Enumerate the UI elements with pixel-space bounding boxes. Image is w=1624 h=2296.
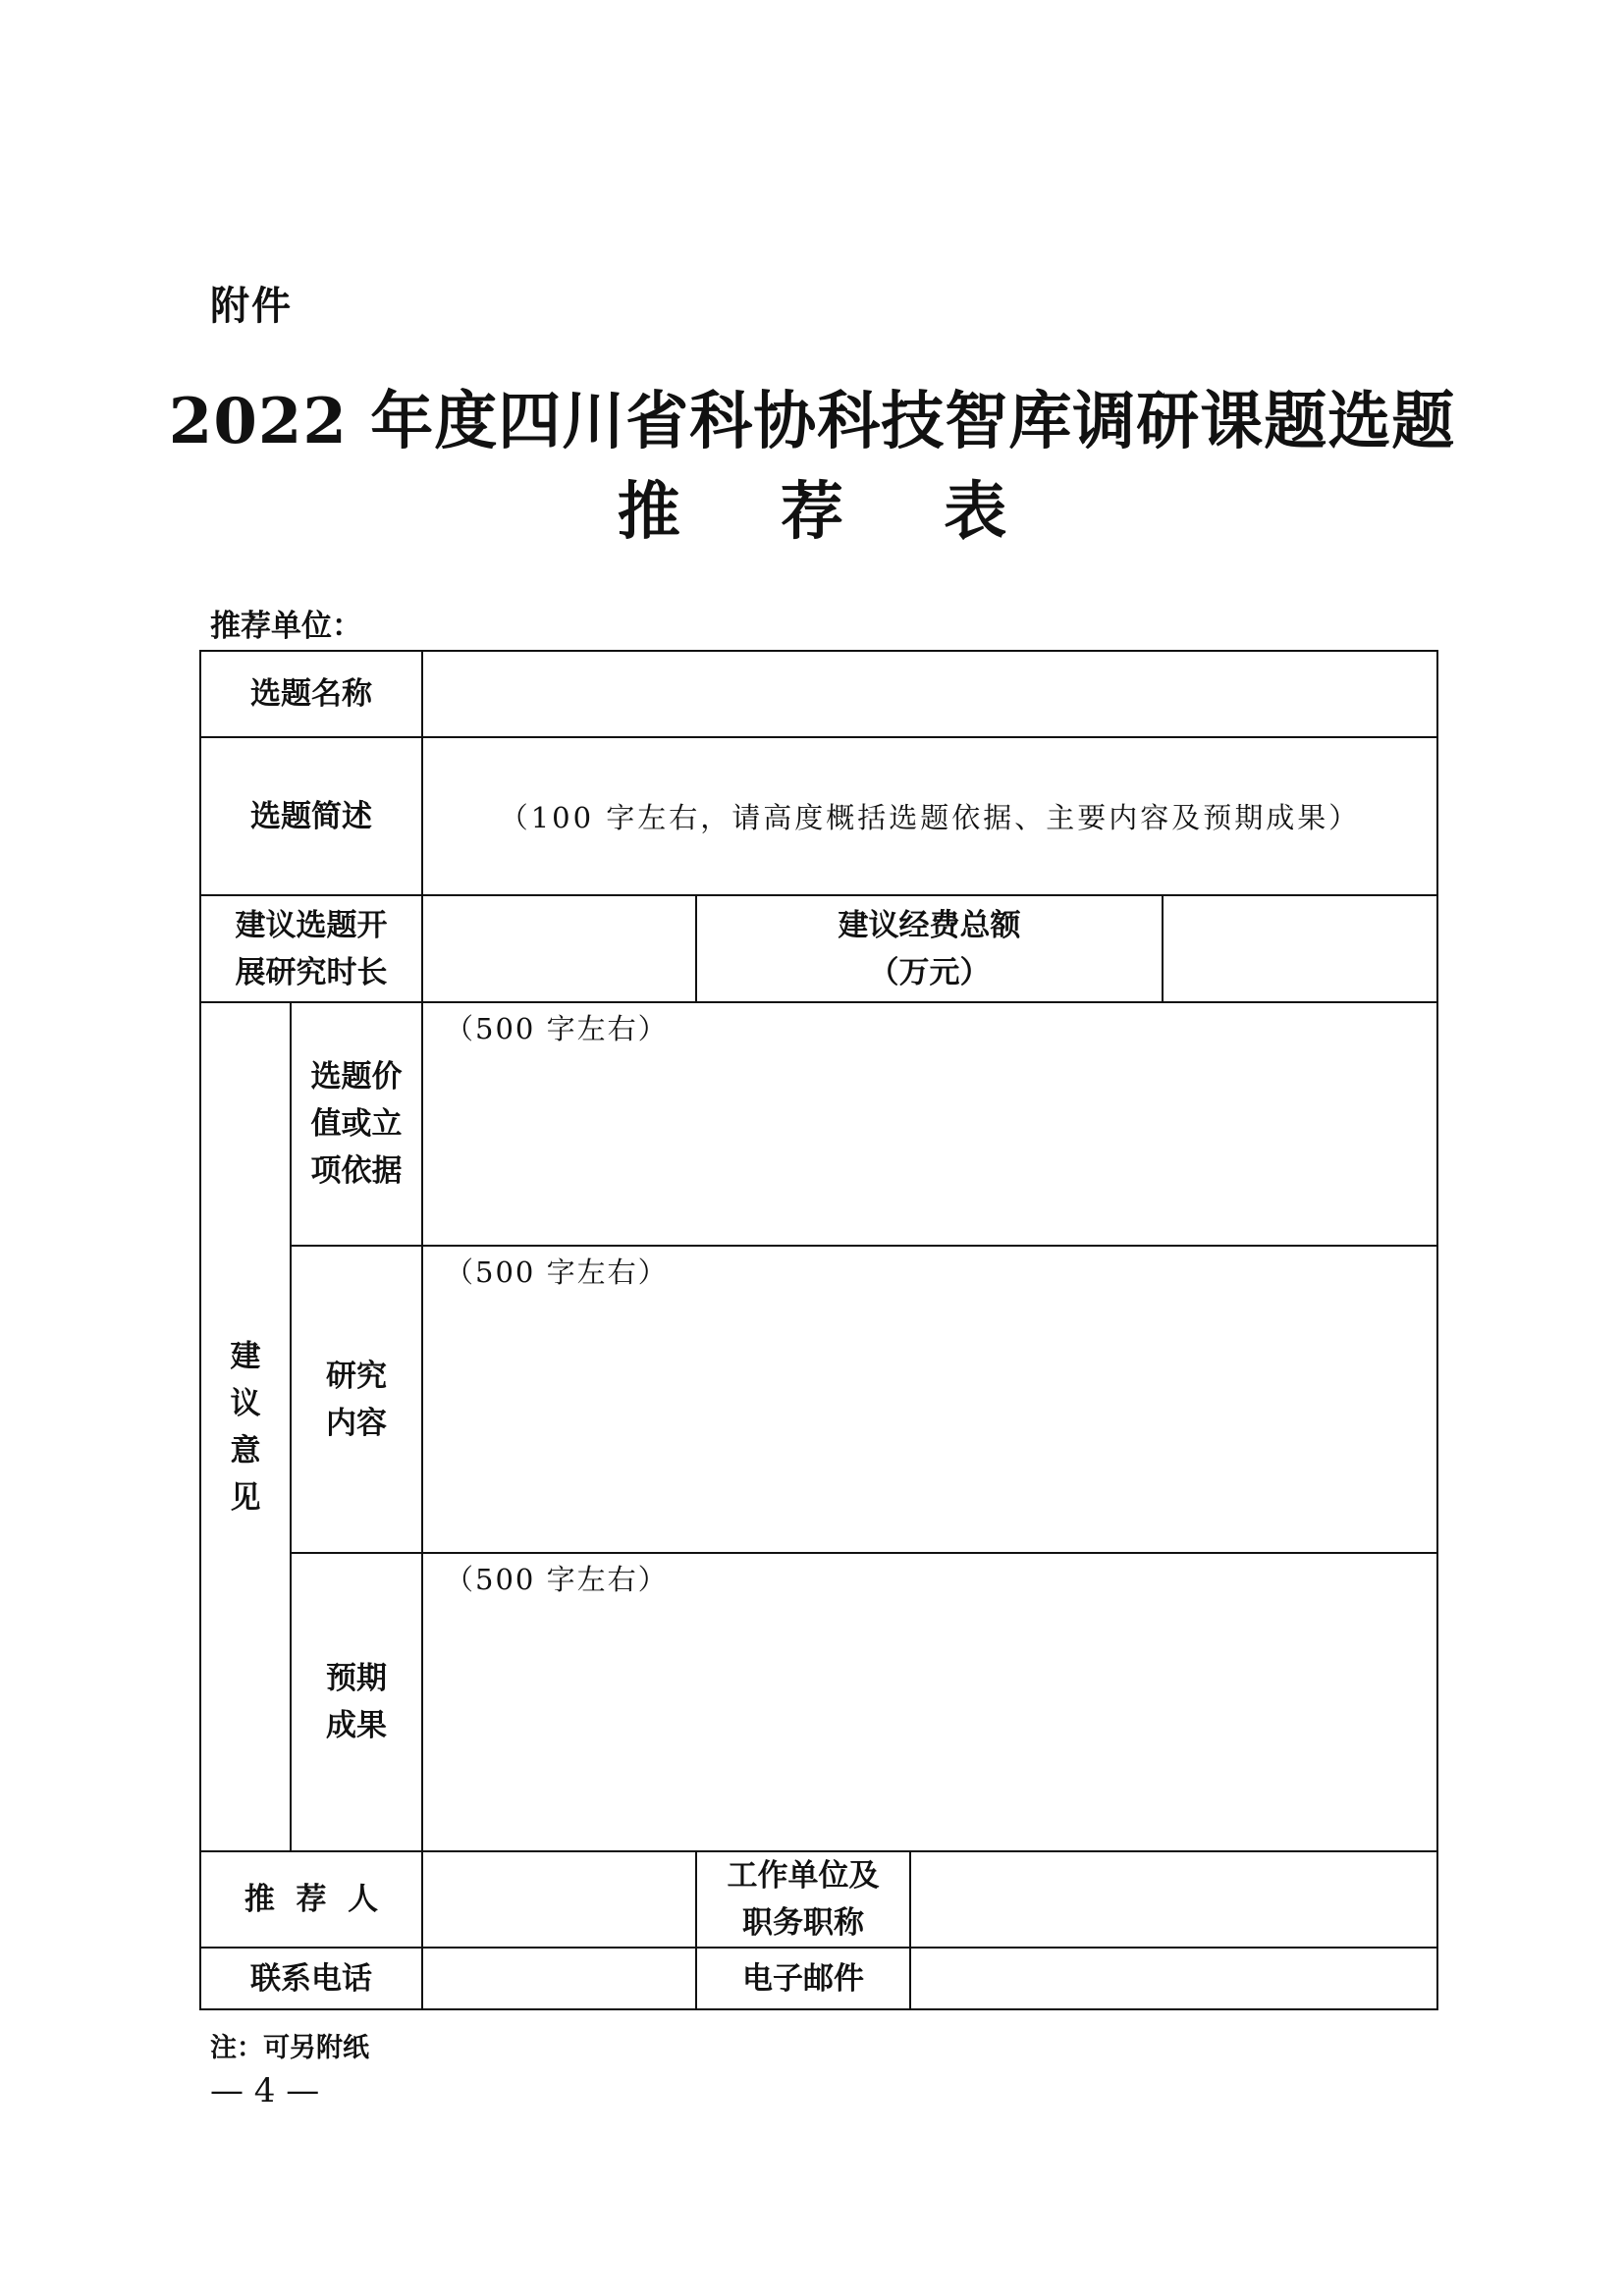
topic-name-label: 选题名称	[250, 676, 372, 712]
topic-name-field[interactable]	[423, 652, 1436, 736]
duration-label-line2: 展研究时长	[235, 954, 388, 990]
duration-label-line1: 建议选题开	[235, 907, 388, 943]
suggestion-char-1: 建	[230, 1338, 261, 1374]
phone-field[interactable]	[423, 1949, 695, 2009]
expected-outcome-label-line2: 成果	[326, 1708, 387, 1743]
expected-outcome-hint: （500 字左右）	[445, 1563, 669, 1596]
recommender-field[interactable]	[423, 1852, 695, 1947]
recommender-label: 推 荐 人	[244, 1882, 379, 1917]
document-title: 2022 年度四川省科协科技智库调研课题选题	[168, 385, 1456, 458]
budget-label-line2: （万元）	[868, 954, 991, 990]
document-subtitle: 推 荐 表	[617, 475, 1047, 549]
suggestion-char-2: 议	[230, 1385, 261, 1421]
email-label: 电子邮件	[742, 1961, 864, 1997]
recommending-unit-label: 推荐单位：	[210, 609, 362, 644]
research-content-label-line2: 内容	[326, 1405, 387, 1441]
topic-summary-hint: （100 字左右，请高度概括选题依据、主要内容及预期成果）	[499, 801, 1361, 834]
research-content-label-line1: 研究	[326, 1358, 387, 1394]
expected-outcome-field[interactable]	[423, 1554, 1436, 1850]
workplace-field[interactable]	[911, 1852, 1436, 1947]
topic-value-label-line1: 选题价	[310, 1059, 403, 1095]
budget-label-line1: 建议经费总额	[838, 907, 1021, 943]
suggestion-group-label	[201, 1003, 290, 1850]
topic-summary-field[interactable]	[423, 738, 1436, 894]
topic-summary-label: 选题简述	[250, 798, 372, 834]
topic-value-field[interactable]	[423, 1003, 1436, 1245]
suggestion-char-4: 见	[230, 1479, 261, 1516]
footnote: 注：可另附纸	[210, 2033, 369, 2063]
topic-value-hint: （500 字左右）	[445, 1012, 669, 1045]
workplace-label	[697, 1852, 909, 1947]
email-field[interactable]	[911, 1949, 1436, 2009]
workplace-label-line2: 职务职称	[742, 1905, 864, 1941]
topic-value-label	[292, 1003, 421, 1245]
research-content-field[interactable]	[423, 1247, 1436, 1552]
expected-outcome-label	[292, 1554, 421, 1850]
topic-value-label-line2: 值或立	[310, 1106, 403, 1142]
recommendation-form-table	[199, 650, 1438, 2010]
budget-label	[697, 896, 1162, 1001]
budget-field[interactable]	[1164, 896, 1436, 1001]
workplace-label-line1: 工作单位及	[727, 1858, 880, 1894]
duration-label	[201, 896, 421, 1001]
expected-outcome-label-line1: 预期	[326, 1661, 387, 1696]
phone-label: 联系电话	[250, 1961, 372, 1997]
topic-value-label-line3: 项依据	[310, 1153, 403, 1189]
duration-field[interactable]	[423, 896, 695, 1001]
suggestion-char-3: 意	[230, 1432, 261, 1468]
attachment-label: 附件	[210, 284, 293, 329]
research-content-hint: （500 字左右）	[445, 1255, 669, 1289]
research-content-label	[292, 1247, 421, 1552]
page-number: — 4 —	[210, 2071, 320, 2110]
